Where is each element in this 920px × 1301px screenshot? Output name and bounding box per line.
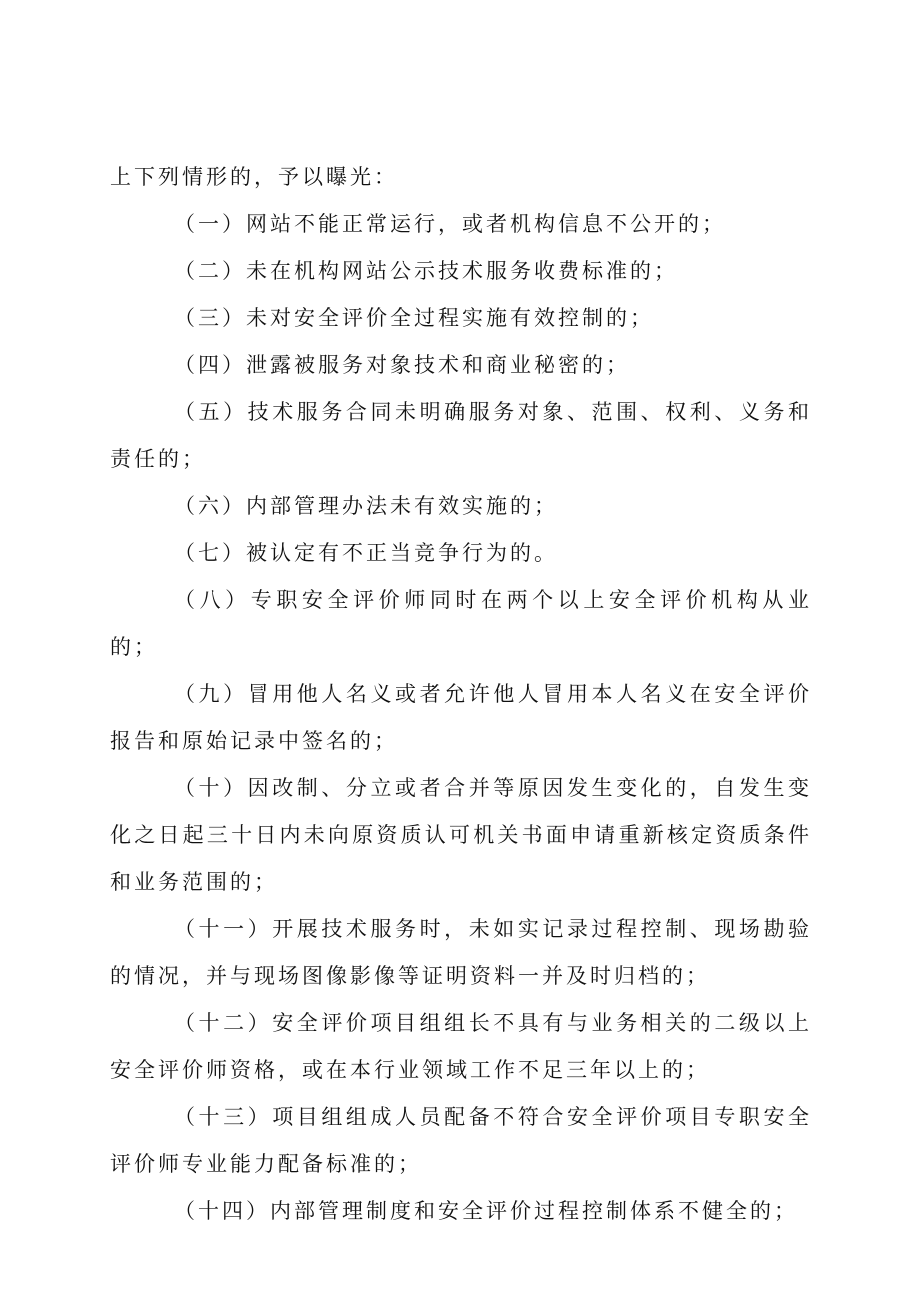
paragraph-item-12: （十二）安全评价项目组组长不具有与业务相关的二级以上安全评价师资格，或在本行业领域工作不足三年以上的； [110,1011,812,1082]
document-body [110,154,812,1235]
paragraph-item-7: （七）被认定有不正当竞争行为的。 [174,541,558,565]
paragraph-item-9: （九）冒用他人名义或者允许他人冒用本人名义在安全评价报告和原始记录中签名的； [110,682,812,753]
paragraph-item-4: （四）泄露被服务对象技术和商业秘密的； [174,353,630,377]
paragraph-item-14: （十四）内部管理制度和安全评价过程控制体系不健全的； [174,1199,798,1223]
paragraph-item-8: （八）专职安全评价师同时在两个以上安全评价机构从业的； [110,588,812,659]
paragraph-item-10: （十）因改制、分立或者合并等原因发生变化的，自发生变化之日起三十日内未向原资质认可机关书面申请重新核定资质条件和业务范围的； [110,776,812,894]
paragraph-item-11: （十一）开展技术服务时，未如实记录过程控制、现场勘验的情况，并与现场图像影像等证明资料一并及时归档的； [110,917,812,988]
paragraph-item-2: （二）未在机构网站公示技术服务收费标准的； [174,259,678,283]
paragraph-item-5: （五）技术服务合同未明确服务对象、范围、权利、义务和责任的； [110,400,812,471]
paragraph-item-6: （六）内部管理办法未有效实施的； [174,494,558,518]
paragraph-item-13: （十三）项目组组成人员配备不符合安全评价项目专职安全评价师专业能力配备标准的； [110,1105,812,1176]
paragraph-item-3: （三）未对安全评价全过程实施有效控制的； [174,306,654,330]
paragraph-item-1: （一）网站不能正常运行，或者机构信息不公开的； [174,212,726,236]
paragraph-intro: 上下列情形的，予以曝光： [110,165,398,189]
